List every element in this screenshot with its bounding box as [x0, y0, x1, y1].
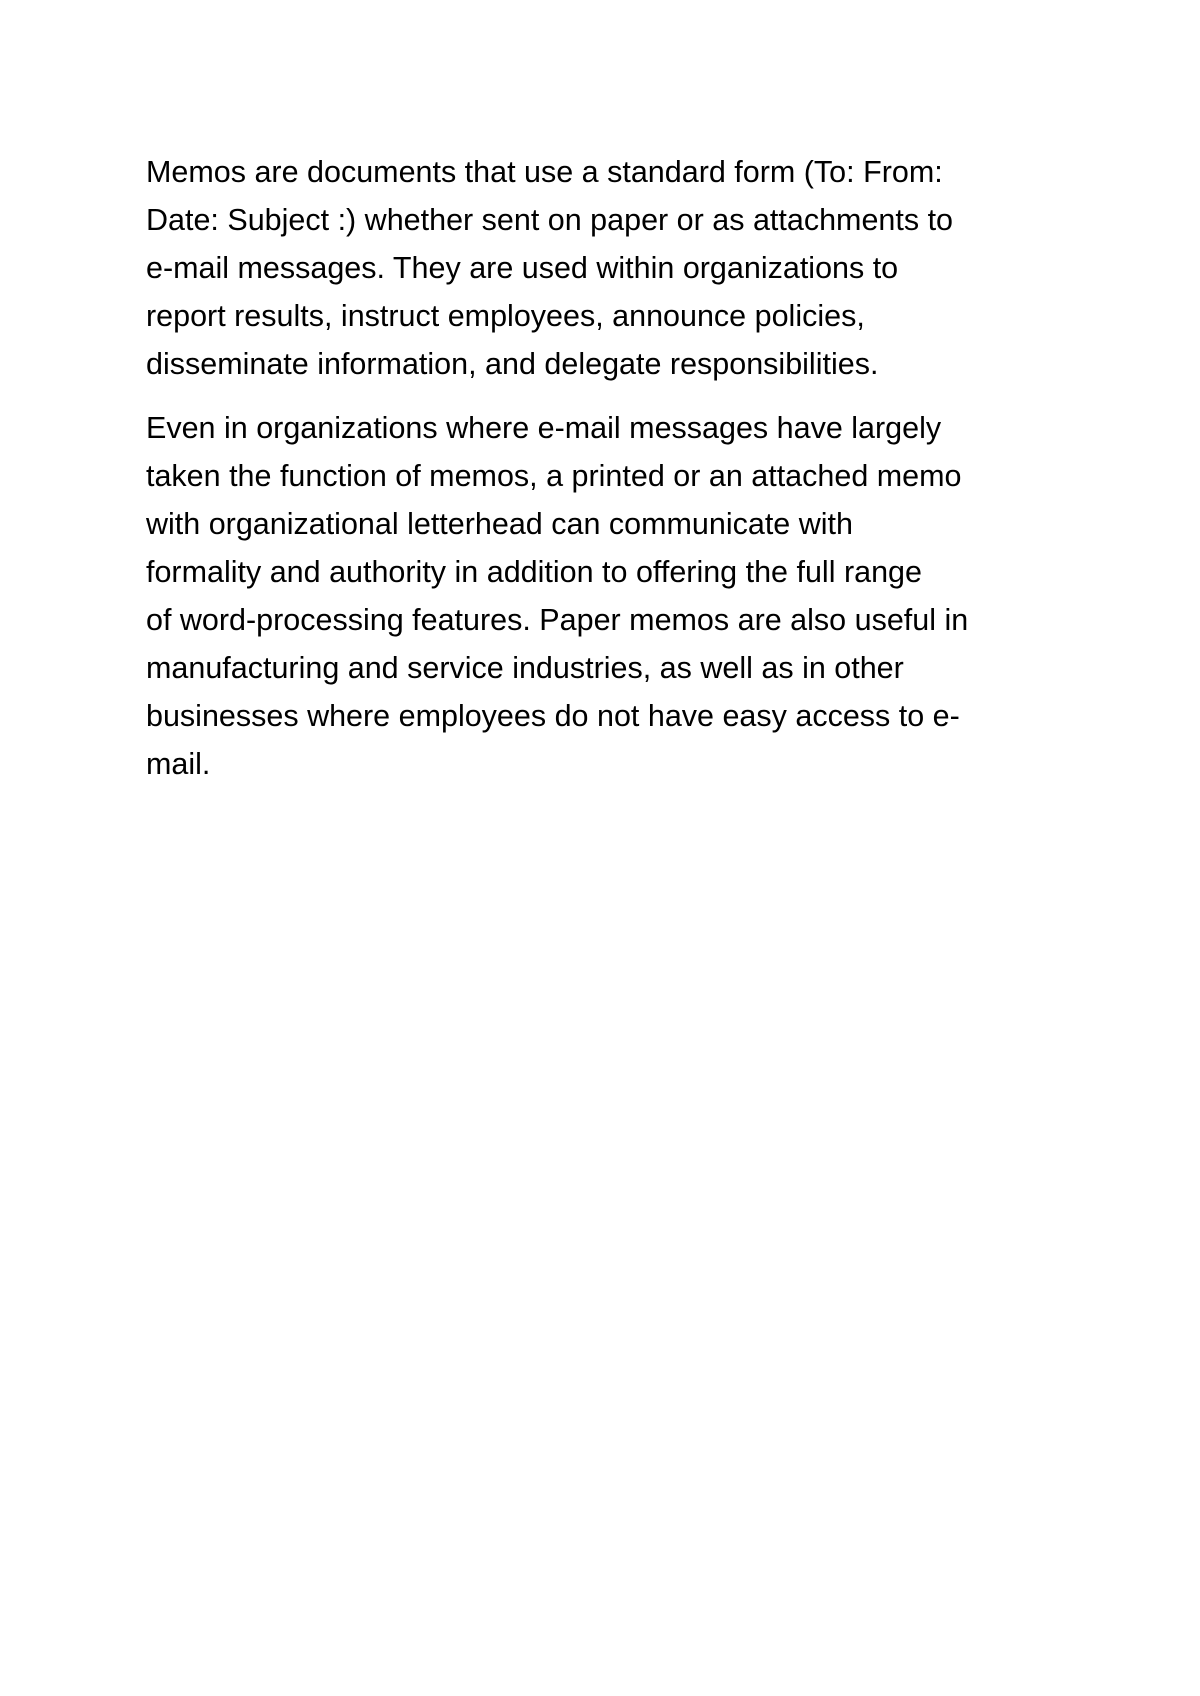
paragraph-line: disseminate information, and delegate responsibilities. [146, 347, 879, 381]
paragraph-line: businesses where employees do not have easy access to e- [146, 699, 960, 733]
paragraph-line: mail. [146, 747, 211, 781]
paragraph-line: of word-processing features. Paper memos are also useful in [146, 603, 969, 637]
paragraph-memos-definition [146, 148, 1066, 388]
document-body [146, 148, 1066, 804]
paragraph-line: with organizational letterhead can communicate with [146, 507, 853, 541]
paragraph-line: taken the function of memos, a printed or an attached memo [146, 459, 962, 493]
paragraph-line: e-mail messages. They are used within organizations to [146, 251, 899, 285]
paragraph-memos-usage [146, 404, 1066, 788]
paragraph-line: manufacturing and service industries, as well as in other [146, 651, 904, 685]
paragraph-line: report results, instruct employees, announce policies, [146, 299, 865, 333]
paragraph-line: formality and authority in addition to offering the full range [146, 555, 922, 589]
paragraph-line: Date: Subject :) whether sent on paper or as attachments to [146, 203, 953, 237]
paragraph-line: Even in organizations where e-mail messages have largely [146, 411, 942, 445]
paragraph-line: Memos are documents that use a standard form (To: From: [146, 155, 943, 189]
